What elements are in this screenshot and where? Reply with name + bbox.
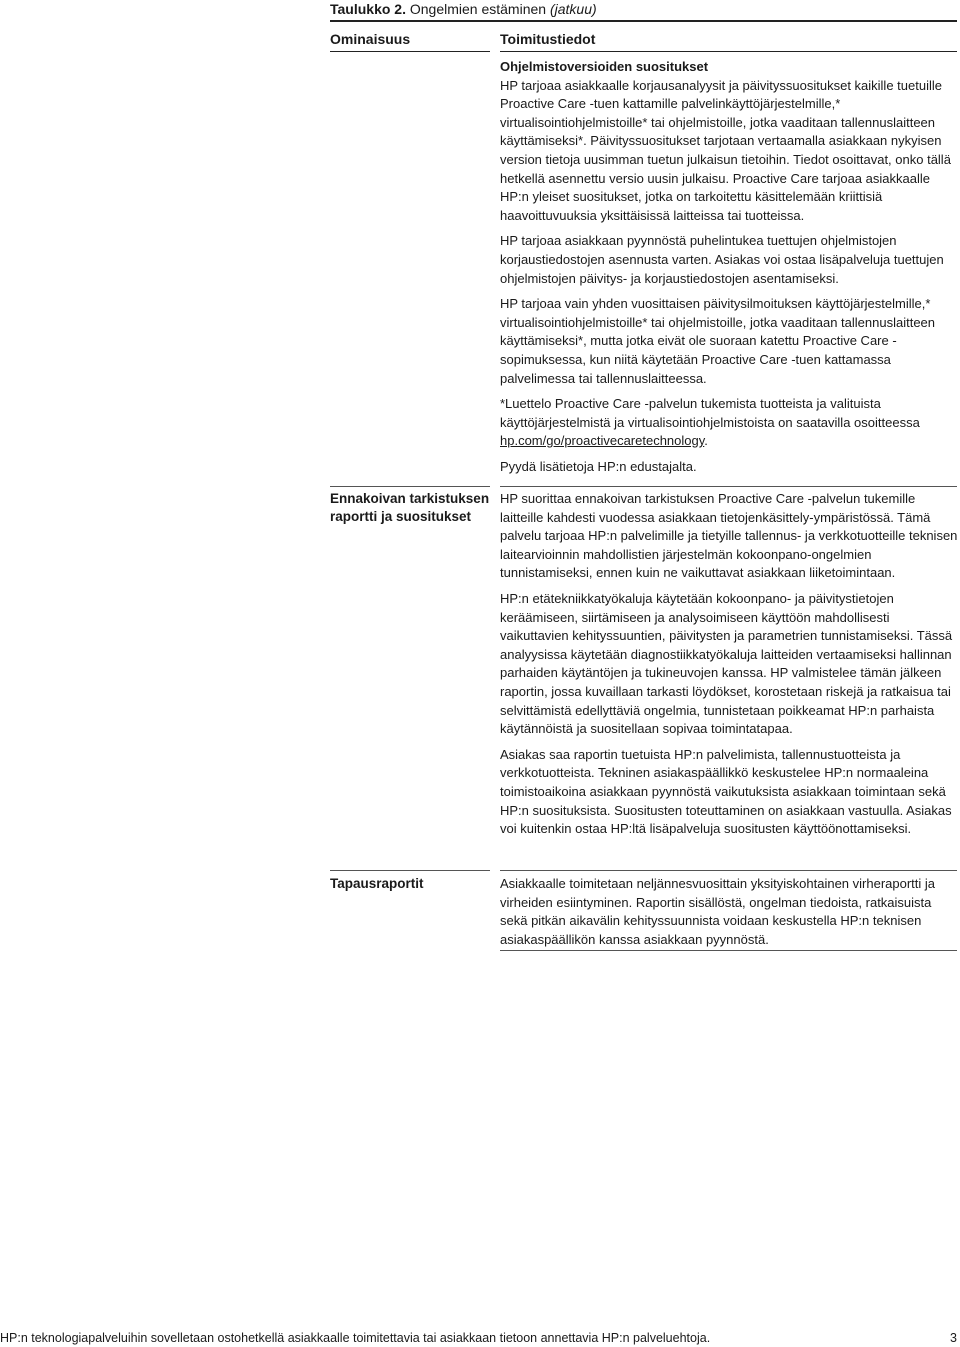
row-rule (500, 486, 957, 487)
proactivecare-link[interactable]: hp.com/go/proactivecaretechnology (500, 433, 705, 449)
footnote-text: *Luettelo Proactive Care -palvelun tukemista tuotteista ja valituista käyttöjärjestelmistä ja virtualisointiohjelmistoista on saatavilla osoitteessa (500, 396, 920, 430)
paragraph: HP tarjoaa vain yhden vuosittaisen päivitysilmoituksen käyttöjärjestelmille,* virtualisointiohjelmistoille* tai ohjelmistoille, jotka vaaditaan tallennuslaitteen käyttämiseksi*, mutta jotka eivät ole suoraan katettu Proactive Care -sopimuksessa, kun niitä käytetään Proactive Care -tuen kattamassa palvelimessa tai tallennuslaitteessa. (500, 296, 936, 386)
page-number: 3 (950, 1331, 957, 1345)
caption-title: Ongelmien estäminen (409, 1, 547, 17)
paragraph: Asiakas saa raportin tuetuista HP:n palvelimista, tallennustuotteista ja verkkotuotteista. Tekninen asiakaspäällikkö keskustelee HP:n normaaleina toimistoaikoina asiakkaan pyynnöstä vaikutuksista asiakkaan toimintaan sekä HP:n suosituksista. Suositusten toteuttaminen on asiakkaan vastuulla. Asiakas voi kuitenkin ostaa HP:ltä lisäpalveluja suositusten käyttöönottamiseksi. (500, 746, 952, 837)
caption-label: Taulukko 2. (330, 1, 406, 17)
paragraph: Pyydä lisätietoja HP:n edustajalta. (500, 458, 697, 474)
table-bottom-rule (500, 950, 957, 951)
paragraph: HP suorittaa ennakoivan tarkistuksen Proactive Care -palvelun tukemille laitteille kahdesti vuodessa asiakkaan tietojenkäsittely-ympäristössä. Tämä palvelu tarjoaa HP:n palvelimille ja tietyille tallennus- ja verkkotuotteille teknisen laitearvioinnin mahdollistien järjestelmän kokoonpano-ongelmien tunnistamiseksi, ennen kuin ne vaikuttavat asiakkaan liiketoimintaan. (500, 491, 958, 581)
paragraph: HP tarjoaa asiakkaan pyynnöstä puhelintukea tuettujen ohjelmistojen korjaustiedostojen asennusta varten. Asiakas voi ostaa lisäpalveluja tuettujen ohjelmistojen päivitys- ja korjaustiedostojen asentamiseksi. (500, 233, 944, 286)
paragraph: HP:n etätekniikkatyökaluja käytetään kokoonpano- ja päivitystietojen keräämiseen, siirtämiseen ja analysoimiseen käyttöön mahdollisesti vaikuttavien kehityssuuntien, päivitysten ja parametrien tunnistamiseksi. Tässä analyysissa käytetään diagnostiikkatyökaluja laitteiden vertaamiseksi hallinnan parhaiden käytäntöjen ja tukineuvojen kanssa. HP valmistelee tämän jälkeen raportin, jossa kuvaillaan tarkasti löydökset, korostetaan riskejä ja ratkaisua tai selvittämistä edellyttäviä ongelmia, tunnistetaan poikkeamat HP:n parhaista käytännöistä ja suositellaan sopivaa toimintatapaa. (500, 590, 953, 737)
row-subheading: Ohjelmistoversioiden suositukset (500, 59, 709, 74)
caption-suffix: (jatkuu) (549, 1, 597, 17)
top-rule (330, 20, 957, 22)
row-rule (330, 486, 490, 487)
paragraph: Asiakkaalle toimitetaan neljännesvuosittain yksityiskohtainen virheraportti ja virheiden esiintyminen. Raportin sisällöstä, ongelman tiedoista, ratkaisuista sekä pitkän aikavälin kehityssuunnista voidaan keskustella HP:n teknisen asiakaspäällikön kanssa asiakkaan pyynnöstä. (500, 876, 936, 947)
table-caption (330, 0, 597, 18)
row-label-proactive-check: Ennakoivan tarkistuksen raportti ja suositukset (330, 491, 490, 524)
row-incident-reports (500, 875, 958, 956)
header-rule-left (330, 51, 490, 52)
header-rule-right (500, 51, 957, 52)
footnote-paragraph (500, 395, 958, 451)
row-software-recommendations (500, 58, 958, 483)
row-rule (330, 870, 490, 871)
row-rule (500, 870, 957, 871)
paragraph: HP tarjoaa asiakkaalle korjausanalyysit ja päivityssuositukset kaikille tuetuille Proactive Care -tuen kattamille palvelinkäyttöjärjestelmille,* virtualisointiohjelmistoille* tai ohjelmistoille, jotka vaaditaan tallennuslaitteen käyttämiseksi*. Päivityssuositukset tarjotaan vertaamalla asiakkaan nykyisen version tietoja uusimman tuetun julkaisun tietoihin. Tiedot osoittavat, onko tällä hetkellä asennettu versio uusin julkaisu. Proactive Care tarjoaa asiakkaalle HP:n yleiset suositukset, jotka on tarkoitettu käsittelemään kriittisiä haavoittuvuuksia yksittäisissä laitteissa tai tuotteissa. (500, 77, 951, 223)
column-header-feature: Ominaisuus (330, 31, 411, 47)
row-proactive-check (500, 490, 958, 846)
link-suffix: . (704, 433, 708, 449)
column-header-details: Toimitustiedot (500, 31, 596, 47)
row-label-incident-reports: Tapausraportit (330, 876, 424, 891)
page-footer: HP:n teknologiapalveluihin sovelletaan ostohetkellä asiakkaalle toimitettavia tai asiakkaan tietoon annettavia HP:n palveluehtoja. (0, 1331, 711, 1345)
